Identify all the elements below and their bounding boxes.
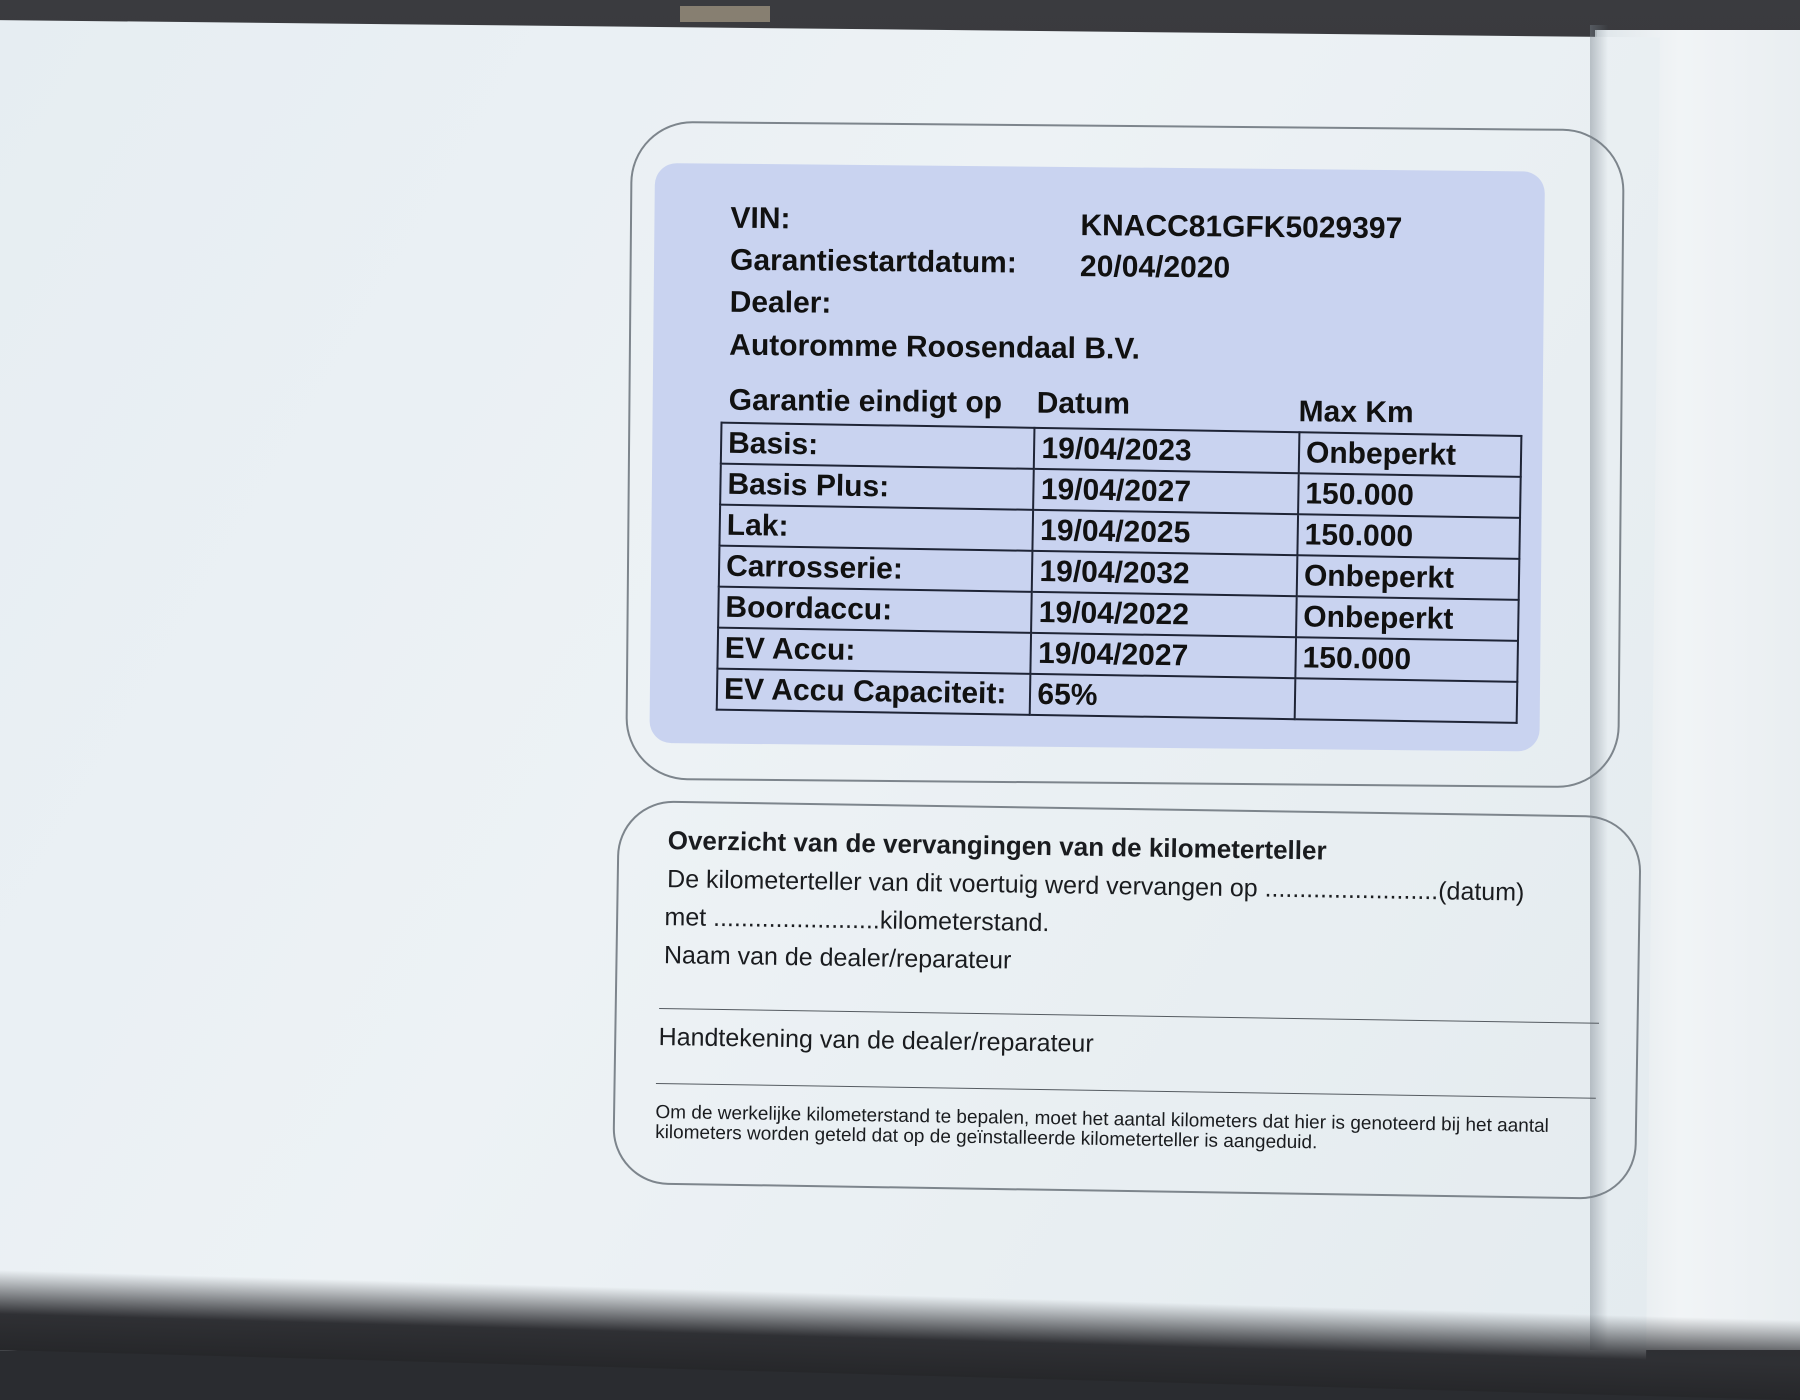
row-label: Boordaccu: [718,587,1032,633]
header-ends-on: Garantie eindigt op [728,383,1003,420]
vin-value: KNACC81GFK5029397 [1080,209,1403,246]
row-label: Carrosserie: [719,546,1033,592]
row-label: Basis Plus: [720,464,1034,510]
row-date: 19/04/2027 [1034,469,1299,514]
dealer-name: Autoromme Roosendaal B.V. [729,328,1141,366]
row-date: 19/04/2032 [1032,551,1297,596]
odometer-title: Overzicht van de vervangingen van de kilometerteller [667,825,1327,866]
row-date: 19/04/2027 [1031,633,1296,678]
mileage-line: met ........................kilometerstand. [664,903,1050,938]
row-label: Lak: [719,505,1033,551]
tape-residue [680,6,770,22]
header-date: Datum [1036,386,1131,421]
row-max-km: Onbeperkt [1297,555,1520,600]
row-date: 19/04/2023 [1034,428,1299,473]
row-max-km: 150.000 [1295,637,1518,682]
start-date-value: 20/04/2020 [1079,250,1231,285]
vin-label: VIN: [730,201,791,236]
dealer-label: Dealer: [729,285,832,320]
row-date: 19/04/2025 [1033,510,1298,555]
row-label: EV Accu: [717,628,1031,674]
row-date: 19/04/2022 [1031,592,1296,637]
signature-label: Handtekening van de dealer/reparateur [658,1023,1094,1058]
warranty-sticker [649,163,1545,752]
row-max-km: Onbeperkt [1299,432,1522,477]
row-date: 65% [1030,674,1295,719]
row-max-km [1295,678,1518,723]
row-max-km: 150.000 [1297,514,1520,559]
replacement-date-line: De kilometerteller van dit voertuig werd vervangen op .........................(datum) [666,865,1525,907]
row-max-km: Onbeperkt [1296,596,1519,641]
header-max-km: Max Km [1298,395,1414,430]
warranty-table [716,422,1523,724]
dealer-name-label: Naam van de dealer/reparateur [663,941,1012,975]
row-max-km: 150.000 [1298,473,1521,518]
odometer-note: Om de werkelijke kilometerstand te bepalen, moet het aantal kilometers dat hier is genoteerd bij het aantal kilometers worden geteld dat op de geïnstalleerde kilometerteller is aangeduid. [655,1101,1550,1154]
row-label: Basis: [721,423,1035,469]
start-date-label: Garantiestartdatum: [729,243,1017,280]
row-label: EV Accu Capaciteit: [717,669,1031,715]
